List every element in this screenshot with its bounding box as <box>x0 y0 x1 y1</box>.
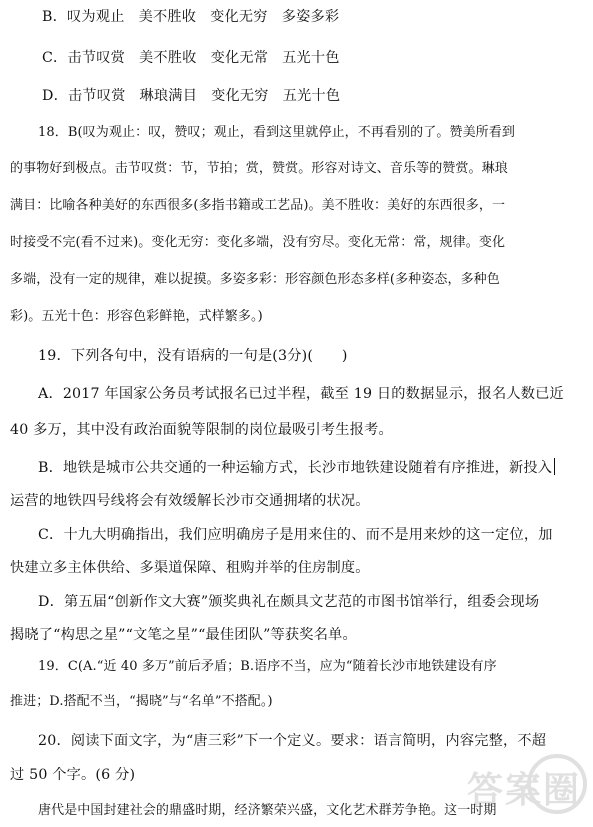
answer19-line-2: 推进；D.搭配不当，“揭晓”与“名单”不搭配。) <box>10 694 273 709</box>
option-d-word-4: 五光十色 <box>282 88 341 104</box>
q19-option-a-line-2: 40 多万，其中没有政治面貌等限制的岗位最吸引考生报考。 <box>10 422 393 438</box>
passage-line-1: 唐代是中国封建社会的鼎盛时期，经济繁荣兴盛，文化艺术群芳争艳。这一时期 <box>38 803 497 818</box>
q19-option-c-line-1: C．十九大明确指出，我们应明确房子是用来住的、而不是用来炒的这一定位，加 <box>38 527 553 543</box>
answer19-line-1: 19．C(A.“近 40 多万”前后矛盾；B.语序不当，应为“随着长沙市地铁建设有序 <box>38 659 497 674</box>
option-b-word-4: 多姿多彩 <box>281 9 340 25</box>
option-b-word-1: 叹为观止 <box>67 9 125 25</box>
option-c-label: C． <box>42 50 68 66</box>
q20-line-1: 20．阅读下面文字，为“唐三彩”下一个定义。要求：语言简明，内容完整，不超 <box>38 733 547 749</box>
q20-line-2: 过 50 个字。(6 分) <box>10 767 136 783</box>
answer18-line-6: 彩)。五光十色：形容色彩鲜艳，式样繁多。) <box>10 309 263 324</box>
answer18-line-2: 的事物好到极点。击节叹赏：节，节拍；赏，赞赏。形容对诗文、音乐等的赞赏。琳琅 <box>10 161 508 176</box>
option-c-word-2: 美不胜收 <box>139 50 197 66</box>
answer18-line-3: 满目：比喻各种美好的东西很多(多指书籍或工艺品)。美不胜收：美好的东西很多，一 <box>10 198 506 213</box>
watermark-text: 答案圈 <box>466 770 581 811</box>
q19-option-d-line-2: 揭晓了“构思之星”“文笔之星”“最佳团队”等获奖名单。 <box>10 627 357 643</box>
q19-option-d-line-1: D．第五届“创新作文大赛”颁奖典礼在颇具文艺范的市图书馆举行，组委会现场 <box>38 594 540 610</box>
option-d-word-1: 击节叹赏 <box>67 88 126 104</box>
option-c-word-4: 五光十色 <box>282 50 340 66</box>
option-d-row <box>42 86 354 106</box>
q19-option-c-line-2: 快建立多主体供给、多渠道保障、租购并举的住房制度。 <box>10 560 370 576</box>
q19-option-b-line-2: 运营的地铁四号线将会有效缓解长沙市交通拥堵的状况。 <box>10 493 370 509</box>
option-b-row <box>42 7 353 27</box>
option-b-word-3: 变化无穷 <box>210 9 268 25</box>
option-d-label: D． <box>42 88 68 104</box>
answer18-line-1: 18．B(叹为观止：叹，赞叹；观止，看到这里就停止，不再看别的了。赞美所看到 <box>38 125 515 140</box>
option-c-row <box>42 48 354 68</box>
text-cursor <box>554 458 555 475</box>
q19-stem: 19．下列各句中，没有语病的一句是(3分)( ) <box>38 348 348 364</box>
q19-option-b-text: B．地铁是城市公共交通的一种运输方式，长沙市地铁建设随着有序推进，新投入 <box>38 460 553 476</box>
option-b-word-2: 美不胜收 <box>138 9 197 25</box>
option-b-label: B． <box>42 9 68 25</box>
answer18-line-5: 多端，没有一定的规律，难以捉摸。多姿多彩：形容颜色形态多样(多种姿态，多种色 <box>10 272 500 287</box>
answer18-line-4: 时接受不完(看不过来)。变化无穷：变化多端，没有穷尽。变化无常：常，规律。变化 <box>10 235 506 250</box>
q19-option-a-line-1: A．2017 年国家公务员考试报名已过半程，截至 19 日的数据显示，报名人数已近 <box>38 386 564 402</box>
option-d-word-2: 琳琅满目 <box>139 88 198 104</box>
q19-option-b-line-1 <box>38 458 555 478</box>
option-c-word-3: 变化无常 <box>210 50 269 66</box>
option-d-word-3: 变化无穷 <box>211 88 269 104</box>
option-c-word-1: 击节叹赏 <box>67 50 126 66</box>
